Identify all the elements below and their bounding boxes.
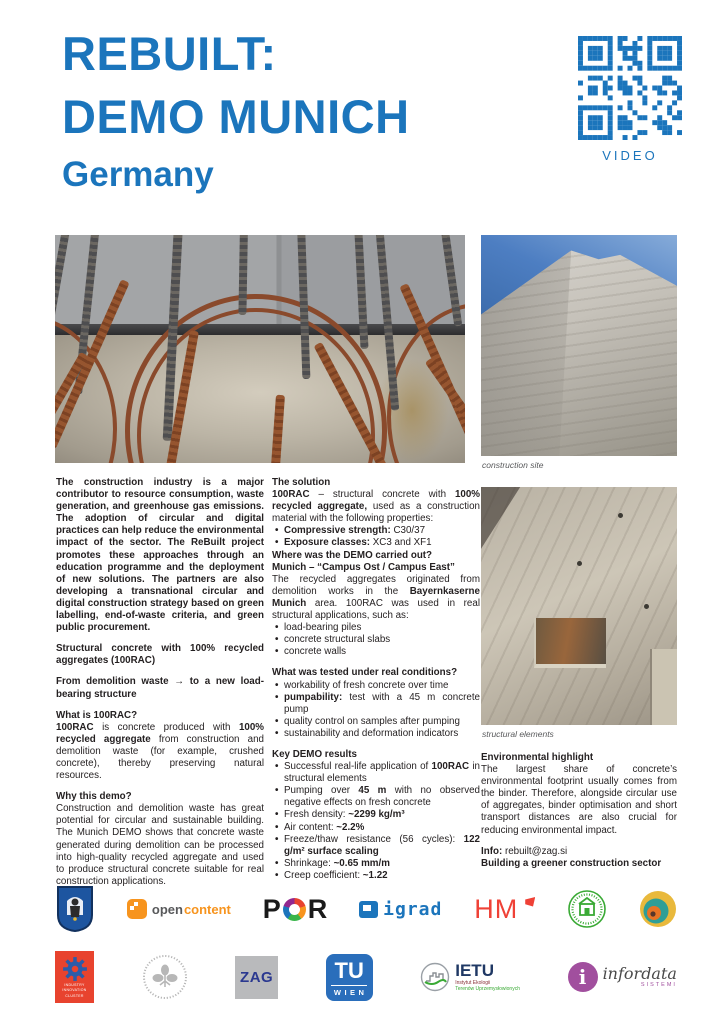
circles-icon [639,890,677,928]
section-heading [272,477,480,489]
ietu-subtitle-1: Instytut Ekologii [455,980,491,986]
wall-edge [650,649,677,725]
text-segment: pumpability: [284,691,343,703]
por-letter-r: R [307,893,328,924]
text-segment: Environmental highlight [481,752,594,763]
bullet-item [272,646,480,658]
text-column-right [481,752,677,870]
text-segment: Bayernkaserne Munich [272,585,480,609]
video-qr-link[interactable] [578,36,682,163]
text-segment: Shrinkage: [284,857,334,869]
infordata-text: infordata [602,964,677,983]
partner-logos-row-2 [55,946,677,1008]
text-segment: Munich – “Campus Ost / Campus East” [272,561,455,573]
wien-text: WIEN [331,985,368,997]
cluster-text-3: CLUSTER [65,993,84,998]
bullet-item [272,785,480,809]
paragraph [56,477,264,634]
text-segment: concrete walls [284,646,347,658]
bullet-list [272,525,480,549]
text-segment: Successful real-life application of [284,761,432,773]
photo-caption: construction site [482,460,544,470]
text-segment: C30/37 [390,525,426,537]
infordata-i-icon: i [568,962,598,992]
text-segment: 122 g/m² surface scaling [284,833,480,857]
tu-wien-logo [326,954,373,1001]
text-segment: – structural concrete with [309,489,455,501]
text-segment: Why this demo? [56,791,132,803]
text-segment: Where was the DEMO carried out? [272,549,433,561]
text-segment: Air content: [284,821,337,833]
bullet-item [272,822,480,834]
text-segment: Pumping over [284,785,359,797]
paragraph [481,846,677,858]
text-segment: The largest share of concrete’s environmental footprint usually comes from the binder. Therefore, alongside circular use of aggregates, binder optimisation and short transport distances are also crucial for reducing environmental impact. [481,764,677,836]
bullet-item [272,858,480,870]
por-logo [263,894,328,925]
circles-logo [639,890,677,928]
gray-seal-logo [142,954,188,1000]
bullet-item [272,834,480,858]
bullet-item [272,809,480,821]
text-segment: rebuilt@zag.si [502,845,568,857]
ietu-subtitle-2: Terenów Uprzemysłowionych [455,986,520,992]
section-heading [481,752,677,764]
bullet-item [272,680,480,692]
cluster-text-1: INDUSTRY [64,982,85,987]
text-segment: Freeze/thaw resistance (56 cycles): [284,833,464,845]
qr-label: VIDEO [602,148,658,163]
tu-text: TU [334,957,364,983]
text-segment: Creep coefficient: [284,869,363,881]
title-line-3: Germany [62,155,214,194]
ietu-logo [420,962,520,992]
bullet-list [272,622,480,658]
page-title [62,22,410,202]
text-segment: 100RAC [431,761,470,773]
paragraph [272,574,480,622]
section-heading [56,710,264,722]
gear-icon [62,956,88,982]
zag-text: ZAG [240,968,274,986]
text-segment: quality control on samples after pumping [284,715,460,727]
bullet-item [272,728,480,740]
bullet-item [272,525,480,537]
photo-pile-rebar [55,235,465,463]
paragraph [272,489,480,525]
bullet-item [272,634,480,646]
text-segment: concrete structural slabs [284,634,391,646]
text-segment: ~2.2% [336,821,365,833]
text-segment: area. 100RAC was used in real structural applications, such as: [272,597,480,622]
bullet-item [272,537,480,549]
bullet-item [272,761,480,785]
section-heading [272,667,480,679]
paragraph [481,764,677,837]
ceiling-opening [534,618,607,668]
text-segment: 100RAC [56,721,94,733]
ietu-icon [420,962,450,992]
text-segment: ~1.22 [362,869,388,881]
por-ring-icon [283,898,306,921]
qr-code-icon [578,36,682,140]
hm-flag-icon [525,897,535,907]
text-segment: Compressive strength: [284,525,391,537]
section-heading [272,550,480,562]
photo-concrete-ceiling [481,487,677,725]
hm-logo [474,894,535,925]
text-segment: 100RAC [272,489,310,501]
title-line-1: REBUILT: [62,27,277,80]
paragraph [481,858,677,870]
text-segment: sustainability and deformation indicators [284,727,459,739]
opencontent-cube-icon [127,899,147,919]
zag-logo [235,956,278,999]
bullet-list [272,761,480,882]
text-segment: is concrete produced with [93,721,239,733]
section-heading [56,791,264,803]
text-segment: used as a construction material with the following properties: [272,501,481,525]
text-segment: Exposure classes: [284,537,371,549]
cluster-text-2: INNOVATION [62,988,87,993]
igrad-text: igrad [383,898,443,920]
drill-hole [577,561,582,566]
text-segment: 100% recycled aggregate, [272,489,480,513]
bullet-item [272,716,480,728]
green-seal-icon [567,889,607,929]
munich-crest-icon [55,885,95,933]
text-segment: 100% recycled aggregate [56,721,264,745]
opencontent-logo [127,899,231,919]
hm-text: HM [474,893,519,924]
section-heading [272,562,480,574]
rebar [238,235,248,315]
ietu-text: IETU [455,961,494,980]
text-segment: load-bearing piles [284,622,362,634]
industry-innovation-cluster-logo [55,951,94,1003]
opencontent-text-accent: content [183,901,231,917]
paragraph [56,676,264,700]
igrad-square-icon [359,901,378,918]
text-segment: Key DEMO results [272,748,357,760]
drill-hole [644,604,649,609]
text-segment: ~2299 kg/m³ [348,809,405,821]
opencontent-text: open [151,901,183,917]
text-segment: The solution [272,477,331,488]
right-column [481,235,677,879]
infordata-logo [568,962,677,992]
text-segment: ~0.65 mm/m [333,857,390,869]
text-segment: workability of fresh concrete over time [284,679,449,691]
bullet-item [272,622,480,634]
text-column-left [56,477,264,897]
text-segment: The construction industry is a major contributor to resource consumption, waste generation, and greenhouse gas emissions. The adoption of circular and digital practices can help reduce the environmental impact of the sector. The ReBuilt project promotes these approaches through an education programme and the deployment of new solutions. The partners are also developing a transnational circular and digital construction strategy based on green labelling, end-of-waste criteria, and green public procurement. [56,477,264,634]
text-segment: What is 100RAC? [56,709,138,721]
igrad-logo [359,899,442,920]
text-segment: with no observed negative effects on fresh concrete [284,785,480,809]
text-segment: The recycled aggregates originated from demolition works in the [272,573,480,597]
partner-logos-row-1 [55,882,677,936]
bullet-list [272,680,480,740]
por-letter-p: P [262,893,281,924]
gray-seal-icon [142,954,188,1000]
paragraph [56,803,264,888]
title-line-2: DEMO MUNICH [62,90,410,143]
paragraph [56,643,264,667]
text-segment: test with a 45 m concrete pump [284,691,480,715]
photo-caption: structural elements [482,729,554,739]
text-segment: XC3 and XF1 [370,537,432,549]
text-segment: 45 m [358,785,387,797]
paragraph [56,722,264,782]
text-segment: From demolition waste → to a new load-bearing structure [56,676,264,700]
text-segment: in structural elements [284,761,480,785]
text-segment: Fresh density: [284,809,349,821]
munich-crest-logo [55,885,95,933]
bullet-item [272,870,480,882]
green-seal-logo [567,889,607,929]
section-heading [272,749,480,761]
text-segment: Structural concrete with 100% recycled aggregates (100RAC) [56,643,264,667]
bullet-item [272,692,480,716]
photo-aggregate-pile [481,235,677,456]
text-segment: Construction and demolition waste has great potential for circular and sustainable building. The Munich DEMO shows that concrete waste generated during demolition can be processed into high-quality recycled aggregate and used to produce structural concrete suitable for real construction applications. [56,803,264,887]
text-column-middle [272,477,480,891]
text-segment: What was tested under real conditions? [272,667,458,679]
text-segment: from construction and demolition waste (for example, crushed concrete), thereby preserving natural resources. [56,733,264,782]
text-segment: Building a greener construction sector [481,857,662,869]
text-segment: Info: [481,845,503,857]
infordata-subtitle: SISTEMI [640,982,677,988]
